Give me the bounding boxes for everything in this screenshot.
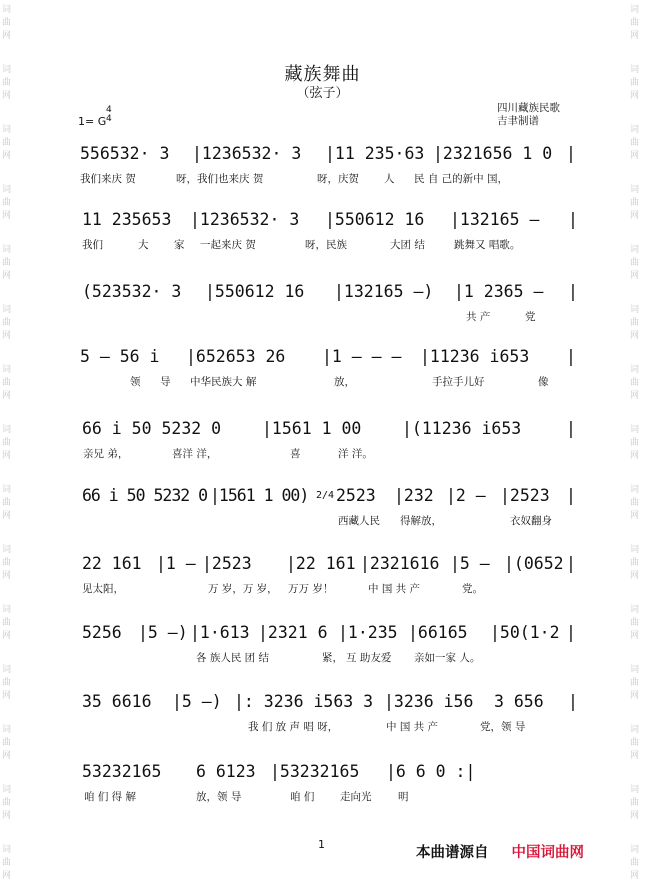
lyric-segment: 跳舞又 唱歌。 bbox=[454, 239, 521, 251]
watermark-text: 词 曲 网 bbox=[2, 605, 12, 641]
lyric-segment: 亲如一家 人。 bbox=[414, 652, 481, 664]
lyric-segment: 手拉手儿好 bbox=[432, 376, 485, 388]
notes-segment: |(0652 bbox=[504, 554, 564, 573]
watermark-text: 词 曲 网 bbox=[630, 725, 640, 761]
music-line-8 bbox=[0, 621, 645, 681]
lyric-segment: 导 bbox=[160, 376, 171, 388]
watermark-text: 词 曲 网 bbox=[630, 185, 640, 221]
lyric-segment: 喜 bbox=[290, 448, 301, 460]
watermark-text: 词 曲 网 bbox=[2, 365, 12, 401]
watermark-text: 词 曲 网 bbox=[630, 125, 640, 161]
arranger-credit: 吉聿制谱 bbox=[497, 115, 539, 127]
lyric-segment: 咱 们 得 解 bbox=[84, 791, 137, 803]
song-title: 藏族舞曲 bbox=[284, 64, 361, 85]
lyric-segment: 紧， bbox=[322, 652, 343, 664]
lyric-segment: 万 岁，万 岁， bbox=[208, 583, 278, 595]
notes-segment: 5256 bbox=[82, 623, 122, 642]
watermark-text: 词 曲 网 bbox=[2, 845, 12, 881]
notes-segment: |50(1·2 bbox=[490, 623, 560, 642]
notes-segment: |1 — — — bbox=[322, 347, 402, 366]
watermark-text: 词 曲 网 bbox=[2, 125, 12, 161]
notes-segment: |550612 16 bbox=[325, 210, 425, 229]
watermark-text: 词 曲 网 bbox=[2, 545, 12, 581]
notes-segment: |5 —) bbox=[138, 623, 188, 642]
watermark-text: 词 曲 网 bbox=[630, 65, 640, 101]
notes-segment: 11 235653 bbox=[82, 210, 172, 229]
notes-segment: 6 6123 bbox=[196, 762, 256, 781]
lyric-segment: 得解放， bbox=[400, 515, 442, 527]
notes-segment: |11236 i653 bbox=[420, 347, 530, 366]
barline: | bbox=[568, 210, 578, 229]
lyric-segment: 放， bbox=[334, 376, 355, 388]
lyric-segment: 洋 洋。 bbox=[338, 448, 373, 460]
watermark-text: 词 曲 网 bbox=[2, 65, 12, 101]
lyric-segment: 像 bbox=[538, 376, 549, 388]
music-line-3 bbox=[0, 280, 645, 340]
footer-source-label: 本曲谱源自 bbox=[416, 845, 489, 861]
notes-segment: |1236532· 3 bbox=[190, 210, 300, 229]
lyric-segment: 走向光 bbox=[340, 791, 372, 803]
song-subtitle: （弦子） bbox=[296, 86, 349, 101]
watermark-text: 词 曲 网 bbox=[630, 485, 640, 521]
watermark-text: 词 曲 网 bbox=[630, 665, 640, 701]
lyric-segment: 我们来庆 贺 bbox=[80, 173, 136, 185]
notes-segment: 556532· 3 bbox=[80, 144, 170, 163]
time-signature-top: 4 bbox=[106, 105, 112, 115]
lyric-segment: 咱 们 bbox=[290, 791, 315, 803]
notes-segment: |2321656 1 0 bbox=[433, 144, 553, 163]
lyric-segment: 家 bbox=[174, 239, 185, 251]
footer-source bbox=[416, 841, 584, 862]
notes-segment: 3 656 bbox=[494, 692, 544, 711]
lyric-segment: 领 bbox=[130, 376, 141, 388]
watermark-text: 词 曲 网 bbox=[630, 605, 640, 641]
notes-segment: |2321 6 bbox=[258, 623, 328, 642]
lyric-segment: 党，领 导 bbox=[480, 721, 526, 733]
music-line-1 bbox=[0, 142, 645, 202]
barline: | bbox=[568, 692, 578, 711]
watermark-text: 词 曲 网 bbox=[630, 305, 640, 341]
key-signature: 1= G bbox=[78, 115, 107, 128]
watermark-text: 词 曲 网 bbox=[630, 545, 640, 581]
lyric-segment: 亲兄 弟， bbox=[83, 448, 129, 460]
watermark-text: 词 曲 网 bbox=[2, 305, 12, 341]
notes-segment: |6 6 0 :| bbox=[386, 762, 476, 781]
lyric-segment: 共 产 bbox=[466, 311, 491, 323]
notes-segment: |550612 16 bbox=[205, 282, 305, 301]
notes-segment: |11 235·63 bbox=[325, 144, 425, 163]
watermark-text: 词 曲 网 bbox=[630, 245, 640, 281]
lyric-segment: 我 们 放 声 唱 呀， bbox=[248, 721, 339, 733]
music-line-10 bbox=[0, 760, 645, 820]
barline: | bbox=[566, 554, 576, 573]
notes-segment: |: 3236 i563 3 bbox=[234, 692, 374, 711]
lyric-segment: 万万 岁！ bbox=[288, 583, 334, 595]
notes-segment: |3236 i56 bbox=[384, 692, 474, 711]
watermark-text: 词 曲 网 bbox=[2, 785, 12, 821]
notes-segment: 66 i 50 5232 0 bbox=[82, 486, 208, 505]
notes-segment: |5 —) bbox=[172, 692, 222, 711]
notes-segment: |232 bbox=[394, 486, 434, 505]
footer-site-link[interactable]: 中国词曲网 bbox=[511, 845, 584, 861]
music-line-9 bbox=[0, 690, 645, 750]
lyric-segment: 中华民族大 解 bbox=[190, 376, 257, 388]
watermark-text: 词 曲 网 bbox=[2, 245, 12, 281]
notes-segment: |1·613 bbox=[190, 623, 250, 642]
notes-segment: |1236532· 3 bbox=[192, 144, 302, 163]
time-signature-change: 2/4 bbox=[316, 490, 335, 501]
song-origin: 四川藏族民歌 bbox=[497, 102, 560, 114]
notes-segment: |53232165 bbox=[270, 762, 360, 781]
lyric-segment: 中 国 共 产 bbox=[386, 721, 439, 733]
notes-segment: |1 2365 — bbox=[454, 282, 544, 301]
notes-segment: 35 6616 bbox=[82, 692, 152, 711]
notes-segment: |1 — bbox=[156, 554, 196, 573]
notes-segment: 53232165 bbox=[82, 762, 162, 781]
music-line-2 bbox=[0, 208, 645, 268]
watermark-text: 词 曲 网 bbox=[2, 485, 12, 521]
lyric-segment: 放，领 导 bbox=[196, 791, 242, 803]
watermark-text: 词 曲 网 bbox=[2, 425, 12, 461]
lyric-segment: 呀，民族 bbox=[305, 239, 347, 251]
notes-segment: |652653 26 bbox=[186, 347, 286, 366]
notes-segment: |5 — bbox=[450, 554, 490, 573]
notes-segment: (523532· 3 bbox=[82, 282, 182, 301]
lyric-segment: 见太阳， bbox=[82, 583, 124, 595]
watermark-text: 词 曲 网 bbox=[2, 5, 12, 41]
lyric-segment: 呀，庆贺 bbox=[317, 173, 359, 185]
barline: | bbox=[568, 282, 578, 301]
notes-segment: |1561 1 00 bbox=[262, 419, 362, 438]
time-signature-bottom: 4 bbox=[106, 114, 112, 124]
notes-segment: 22 161 bbox=[82, 554, 142, 573]
watermark-text: 词 曲 网 bbox=[630, 425, 640, 461]
notes-segment: |66165 bbox=[408, 623, 468, 642]
lyric-segment: 明 bbox=[398, 791, 409, 803]
watermark-text: 词 曲 网 bbox=[2, 665, 12, 701]
notes-segment: |132165 — bbox=[450, 210, 540, 229]
music-line-4 bbox=[0, 345, 645, 405]
notes-segment: 2523 bbox=[336, 486, 376, 505]
notes-segment: |2321616 bbox=[360, 554, 440, 573]
watermark-text: 词 曲 网 bbox=[630, 365, 640, 401]
page-number: 1 bbox=[318, 838, 325, 851]
barline: | bbox=[566, 347, 576, 366]
notes-segment: |132165 —) bbox=[334, 282, 434, 301]
notes-segment: |22 161 bbox=[286, 554, 356, 573]
lyric-segment: 一起来庆 贺 bbox=[200, 239, 256, 251]
music-line-7 bbox=[0, 552, 645, 612]
notes-segment: |(11236 i653 bbox=[402, 419, 522, 438]
barline: | bbox=[566, 144, 576, 163]
lyric-segment: 喜洋 洋， bbox=[172, 448, 218, 460]
watermark-text: 词 曲 网 bbox=[2, 725, 12, 761]
lyric-segment: 西藏人民 bbox=[338, 515, 380, 527]
notes-segment: |2 — bbox=[446, 486, 486, 505]
lyric-segment: 中 国 共 产 bbox=[368, 583, 421, 595]
barline: | bbox=[566, 419, 576, 438]
lyric-segment: 人 bbox=[384, 173, 395, 185]
lyric-segment: 党 bbox=[525, 311, 536, 323]
watermark-text: 词 曲 网 bbox=[2, 185, 12, 221]
watermark-text: 词 曲 网 bbox=[630, 785, 640, 821]
lyric-segment: 民 自 己的新中 国， bbox=[414, 173, 509, 185]
notes-segment: |2523 bbox=[202, 554, 252, 573]
barline: | bbox=[566, 486, 576, 505]
notes-segment: |1·235 bbox=[338, 623, 398, 642]
lyric-segment: 呀，我们也来庆 贺 bbox=[176, 173, 264, 185]
time-signature bbox=[106, 106, 112, 124]
notes-segment: |2523 bbox=[500, 486, 550, 505]
music-line-5 bbox=[0, 417, 645, 477]
lyric-segment: 衣奴翻身 bbox=[510, 515, 552, 527]
music-line-6 bbox=[0, 484, 645, 544]
barline: | bbox=[566, 623, 576, 642]
watermark-text: 词 曲 网 bbox=[630, 845, 640, 881]
lyric-segment: 党。 bbox=[462, 583, 483, 595]
lyric-segment: 大团 结 bbox=[390, 239, 425, 251]
notes-segment: |1561 1 00) bbox=[210, 486, 309, 505]
lyric-segment: 大 bbox=[138, 239, 149, 251]
watermark-text: 词 曲 网 bbox=[630, 5, 640, 41]
notes-segment: 66 i 50 5232 0 bbox=[82, 419, 222, 438]
lyric-segment: 互 助友爱 bbox=[346, 652, 392, 664]
lyric-segment: 各 族人民 团 结 bbox=[196, 652, 270, 664]
notes-segment: 5 — 56 i bbox=[80, 347, 160, 366]
lyric-segment: 我们 bbox=[82, 239, 103, 251]
